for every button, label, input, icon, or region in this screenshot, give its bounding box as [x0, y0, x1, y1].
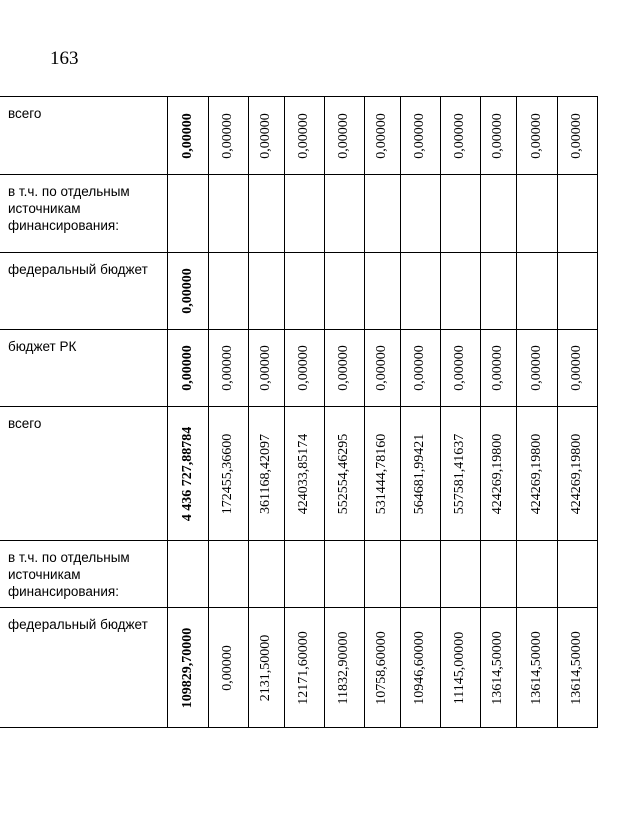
- cell-value: 0,00000: [220, 112, 235, 159]
- value-cell: [208, 330, 248, 407]
- value-cell: [364, 253, 400, 330]
- cell-value: 0,00000: [336, 345, 351, 391]
- value-cell: [284, 608, 324, 728]
- value-cell: [284, 541, 324, 608]
- value-cell: [248, 97, 284, 175]
- total-value: 0,00000: [179, 112, 195, 159]
- cell-value: 0,00000: [490, 345, 505, 391]
- value-cell: [516, 253, 557, 330]
- value-cell: [208, 608, 248, 728]
- total-value: 0,00000: [179, 268, 195, 314]
- value-cell: [208, 407, 248, 541]
- value-cell: [480, 330, 516, 407]
- value-cell: [400, 541, 440, 608]
- value-cell: [557, 330, 597, 407]
- cell-value: 10946,60000: [412, 630, 427, 705]
- value-cell: [324, 97, 364, 175]
- value-cell: [324, 407, 364, 541]
- total-value: 0,00000: [179, 345, 195, 391]
- value-cell: [516, 541, 557, 608]
- value-cell: [364, 175, 400, 253]
- value-cell: [400, 253, 440, 330]
- value-cell: [480, 97, 516, 175]
- table-row: [0, 97, 597, 175]
- cell-value: 0,00000: [490, 112, 505, 159]
- value-cell: [440, 330, 480, 407]
- value-cell: [324, 330, 364, 407]
- value-cell: [248, 407, 284, 541]
- table-row: [0, 253, 597, 330]
- value-cell: [248, 541, 284, 608]
- cell-value: 13614,50000: [490, 630, 505, 705]
- table-row: [0, 175, 597, 253]
- value-cell: [364, 330, 400, 407]
- value-cell: [440, 608, 480, 728]
- cell-value: 0,00000: [296, 112, 311, 159]
- row-label: всего: [0, 407, 167, 541]
- value-cell: [324, 608, 364, 728]
- cell-value: 0,00000: [258, 345, 273, 391]
- cell-value: 0,00000: [528, 112, 544, 159]
- cell-value: 2131,50000: [258, 634, 273, 701]
- value-cell: [400, 97, 440, 175]
- total-value: 109829,70000: [179, 627, 195, 708]
- value-cell: [516, 608, 557, 728]
- value-cell: [400, 608, 440, 728]
- value-cell: [557, 407, 597, 541]
- value-cell: [557, 608, 597, 728]
- value-cell: [480, 608, 516, 728]
- cell-value: 0,00000: [569, 112, 584, 159]
- cell-value: 12171,60000: [296, 630, 311, 705]
- cell-value: 424269,19800: [490, 433, 505, 514]
- cell-value: 361168,42097: [258, 433, 273, 514]
- total-cell: [167, 407, 208, 541]
- page-number: 163: [50, 48, 79, 69]
- cell-value: 424269,19800: [528, 433, 544, 514]
- value-cell: [400, 330, 440, 407]
- value-cell: [248, 608, 284, 728]
- value-cell: [324, 541, 364, 608]
- value-cell: [364, 608, 400, 728]
- cell-value: 0,00000: [296, 345, 311, 391]
- value-cell: [480, 407, 516, 541]
- value-cell: [480, 253, 516, 330]
- cell-value: 11832,90000: [336, 631, 351, 704]
- total-cell: [167, 175, 208, 253]
- cell-value: 564681,99421: [412, 433, 427, 514]
- row-label: бюджет РК: [0, 330, 167, 407]
- value-cell: [557, 541, 597, 608]
- total-cell: [167, 97, 208, 175]
- cell-value: 0,00000: [452, 345, 467, 391]
- value-cell: [440, 97, 480, 175]
- cell-value: 0,00000: [412, 345, 427, 391]
- row-label: в т.ч. по отдельным источникам финансирования:: [0, 541, 167, 608]
- value-cell: [324, 253, 364, 330]
- cell-value: 531444,78160: [374, 433, 389, 514]
- value-cell: [516, 175, 557, 253]
- cell-value: 172455,36600: [220, 433, 235, 514]
- funding-table: [0, 96, 598, 728]
- cell-value: 424033,85174: [296, 433, 311, 514]
- table-row: [0, 541, 597, 608]
- cell-value: 552554,46295: [336, 433, 351, 514]
- row-label: всего: [0, 97, 167, 175]
- value-cell: [208, 253, 248, 330]
- cell-value: 13614,50000: [569, 630, 584, 705]
- table-row: [0, 407, 597, 541]
- row-label: федеральный бюджет: [0, 608, 167, 728]
- row-label: федеральный бюджет: [0, 253, 167, 330]
- cell-value: 11145,00000: [452, 631, 467, 704]
- value-cell: [208, 175, 248, 253]
- value-cell: [248, 253, 284, 330]
- value-cell: [284, 175, 324, 253]
- value-cell: [400, 407, 440, 541]
- table-row: [0, 608, 597, 728]
- value-cell: [516, 97, 557, 175]
- value-cell: [284, 330, 324, 407]
- value-cell: [284, 407, 324, 541]
- cell-value: 0,00000: [452, 112, 467, 159]
- cell-value: 0,00000: [336, 112, 351, 159]
- value-cell: [284, 253, 324, 330]
- total-cell: [167, 253, 208, 330]
- value-cell: [557, 253, 597, 330]
- cell-value: 10758,60000: [374, 630, 389, 705]
- value-cell: [440, 253, 480, 330]
- cell-value: 0,00000: [220, 345, 235, 391]
- cell-value: 0,00000: [258, 112, 273, 159]
- value-cell: [440, 175, 480, 253]
- value-cell: [284, 97, 324, 175]
- value-cell: [516, 330, 557, 407]
- value-cell: [400, 175, 440, 253]
- value-cell: [248, 175, 284, 253]
- cell-value: 424269,19800: [569, 433, 584, 514]
- total-value: 4 436 727,88784: [179, 426, 195, 521]
- total-cell: [167, 330, 208, 407]
- value-cell: [324, 175, 364, 253]
- table-row: [0, 330, 597, 407]
- value-cell: [364, 407, 400, 541]
- total-cell: [167, 541, 208, 608]
- cell-value: 0,00000: [569, 345, 584, 391]
- value-cell: [557, 175, 597, 253]
- cell-value: 0,00000: [528, 345, 544, 391]
- cell-value: 13614,50000: [528, 630, 544, 705]
- cell-value: 557581,41637: [452, 433, 467, 514]
- value-cell: [557, 97, 597, 175]
- value-cell: [480, 175, 516, 253]
- cell-value: 0,00000: [374, 112, 389, 159]
- row-label: в т.ч. по отдельным источникам финансирования:: [0, 175, 167, 253]
- value-cell: [208, 97, 248, 175]
- cell-value: 0,00000: [220, 644, 235, 691]
- value-cell: [516, 407, 557, 541]
- value-cell: [364, 97, 400, 175]
- cell-value: 0,00000: [374, 345, 389, 391]
- value-cell: [364, 541, 400, 608]
- value-cell: [480, 541, 516, 608]
- total-cell: [167, 608, 208, 728]
- value-cell: [208, 541, 248, 608]
- cell-value: 0,00000: [412, 112, 427, 159]
- value-cell: [440, 407, 480, 541]
- value-cell: [248, 330, 284, 407]
- value-cell: [440, 541, 480, 608]
